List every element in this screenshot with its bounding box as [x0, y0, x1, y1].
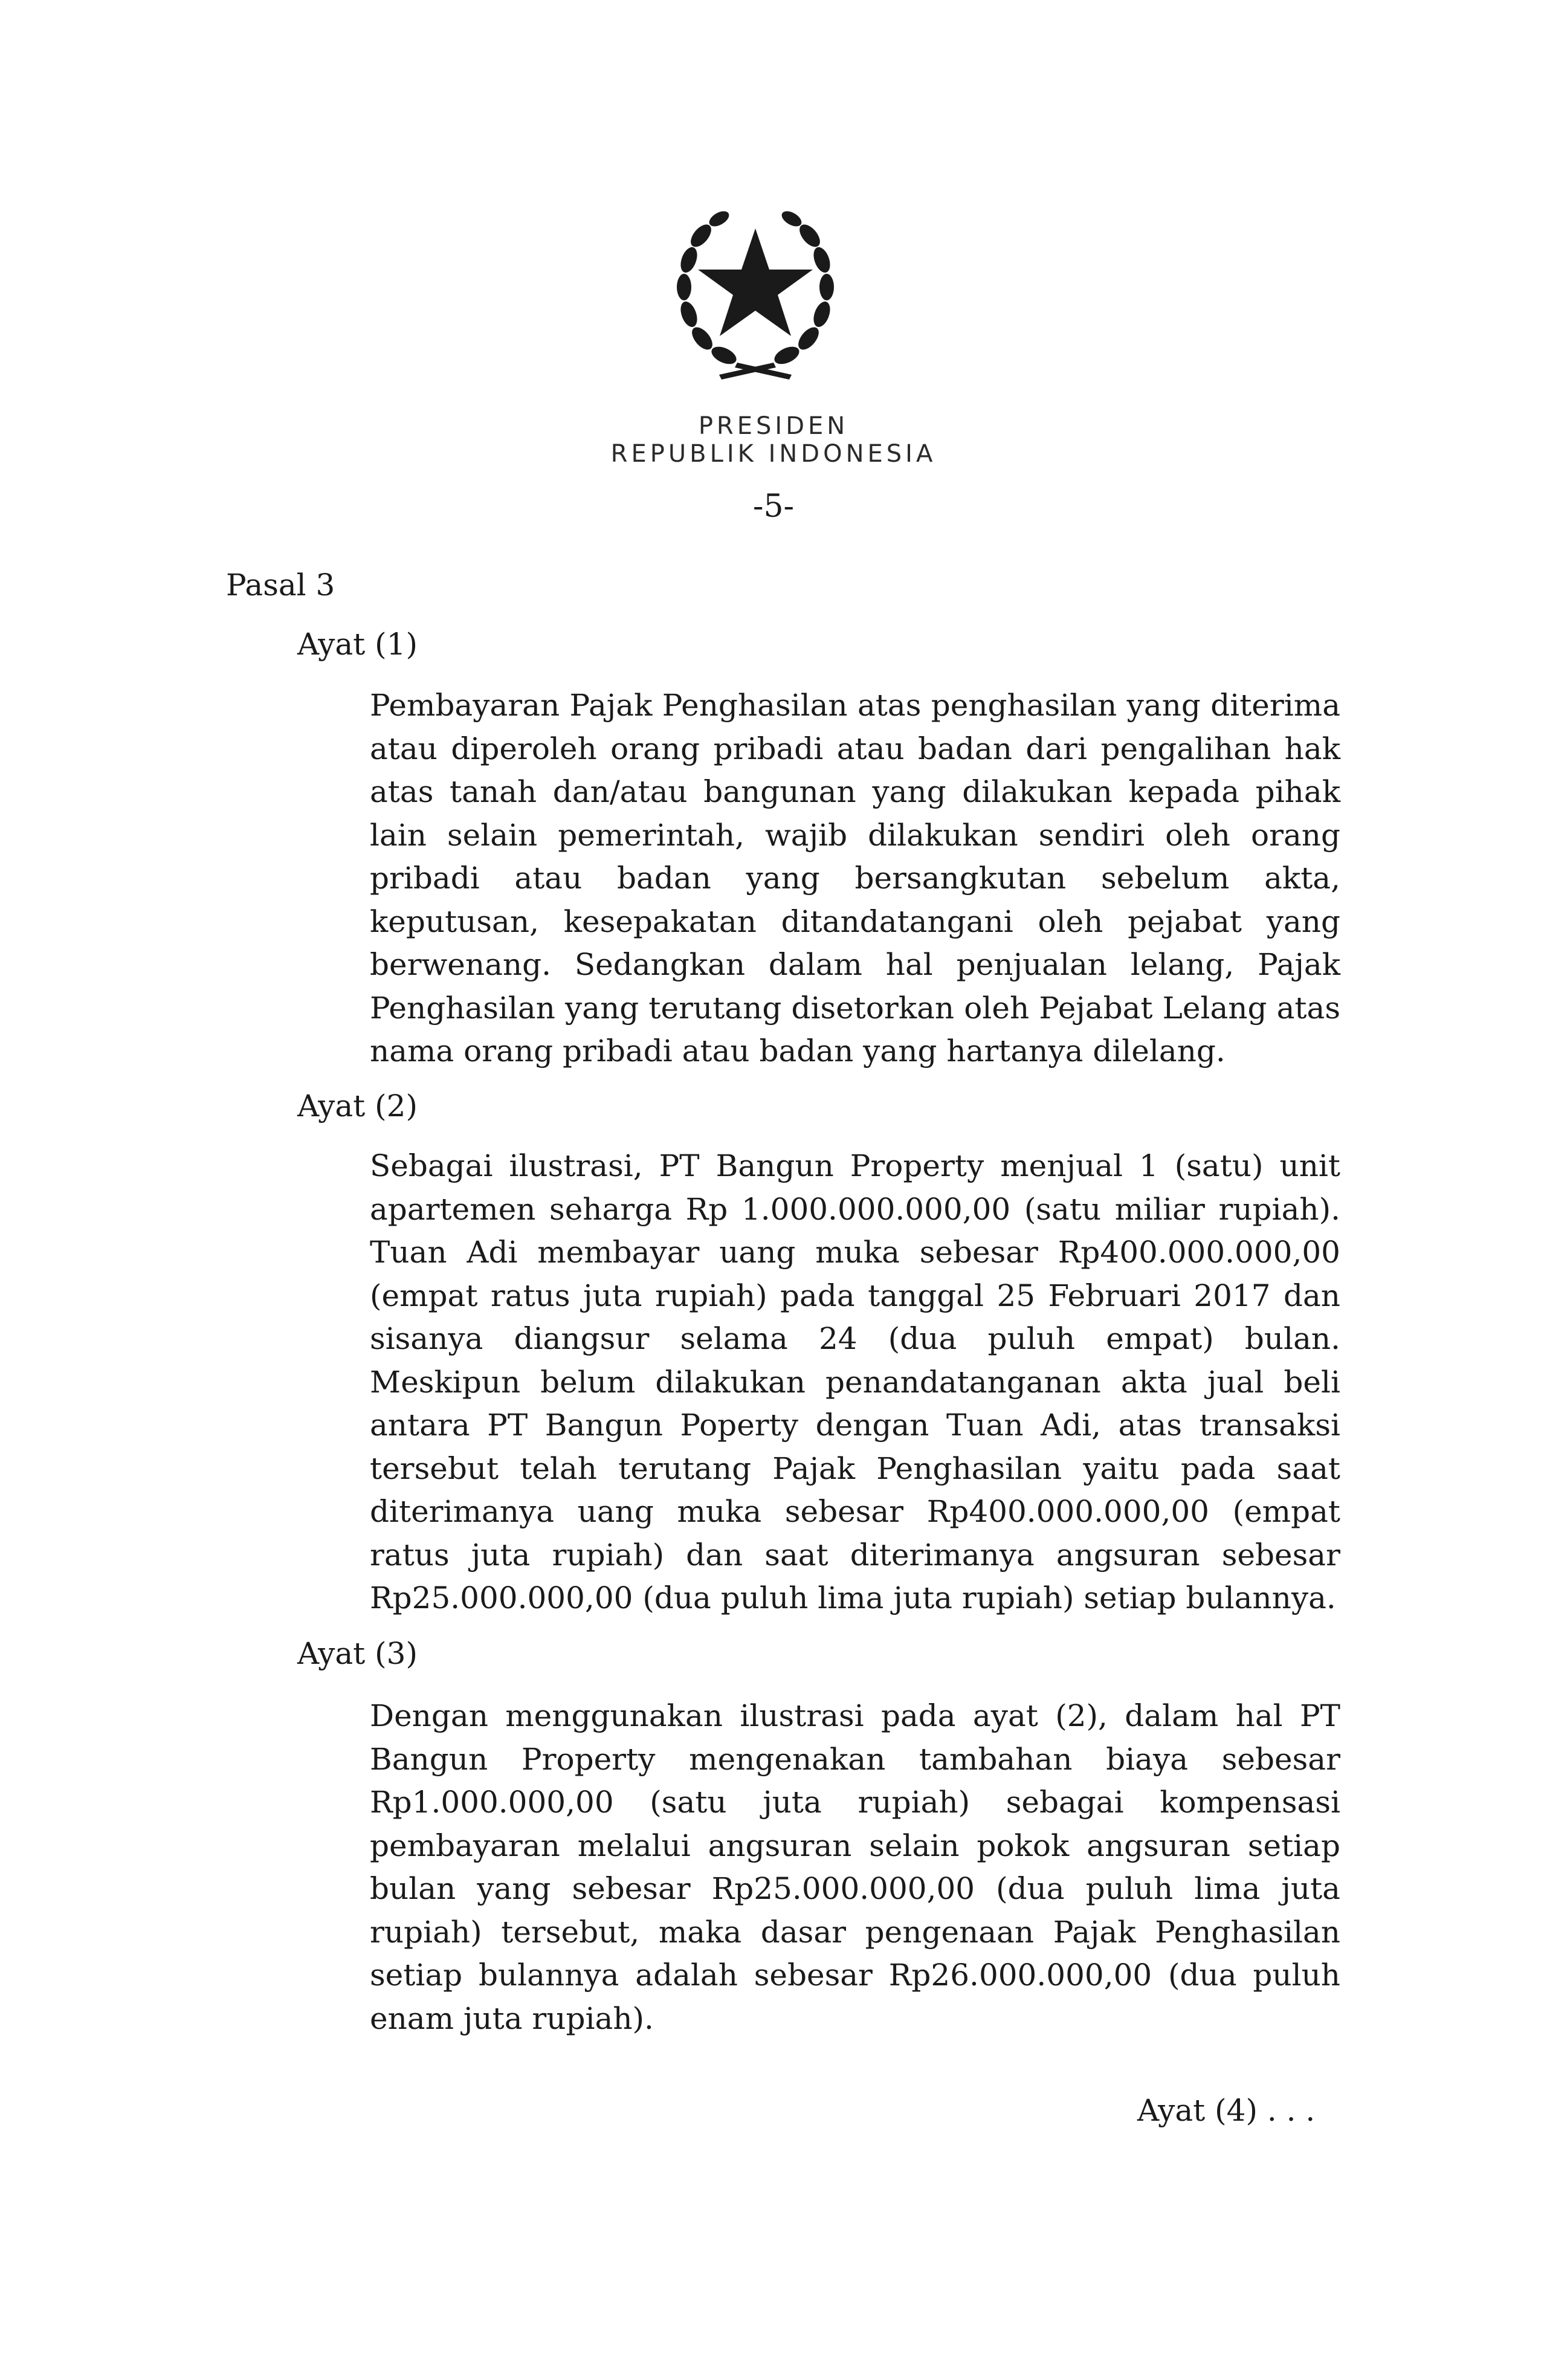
ayat-2-paragraph: Sebagai ilustrasi, PT Bangun Property menjual 1 (satu) unit apartemen seharga Rp 1.000.000.000,00 (satu miliar rupiah). Tuan Adi membayar uang muka sebesar Rp400.000.000,00 (empat ratus juta rupiah) pada tanggal 25 Februari 2017 dan sisanya diangsur selama 24 (dua puluh empat) bulan. Meskipun belum dilakukan penandatanganan akta jual beli antara PT Bangun Poperty dengan Tuan Adi, atas transaksi tersebut telah terutang Pajak Penghasilan yaitu pada saat diterimanya uang muka sebesar Rp400.000.000,00 (empat ratus juta rupiah) dan saat diterimanya angsuran sebesar Rp25.000.000,00 (dua puluh lima juta rupiah) setiap bulannya. [370, 1148, 1340, 1615]
header-republik-indonesia: REPUBLIK INDONESIA [610, 440, 937, 468]
page-number: -5- [752, 488, 795, 525]
ayat-2-heading: Ayat (2) [297, 1088, 418, 1124]
next-page-reference: Ayat (4) . . . [1137, 2093, 1316, 2128]
ayat-3-heading: Ayat (3) [297, 1636, 418, 1671]
ayat-1-paragraph: Pembayaran Pajak Penghasilan atas penghasilan yang diterima atau diperoleh orang pribadi atau badan dari pengalihan hak atas tanah dan/atau bangunan yang dilakukan kepada pihak lain selain pemerintah, wajib dilakukan sendiri oleh orang pribadi atau badan yang bersangkutan sebelum akta, keputusan, kesepakatan ditandatangani oleh pejabat yang berwenang. Sedangkan dalam hal penjualan lelang, Pajak Penghasilan yang terutang disetorkan oleh Pejabat Lelang atas nama orang pribadi atau badan yang hartanya dilelang. [370, 688, 1340, 1069]
ayat-3-paragraph: Dengan menggunakan ilustrasi pada ayat (2), dalam hal PT Bangun Property mengenakan tambahan biaya sebesar Rp1.000.000,00 (satu juta rupiah) sebagai kompensasi pembayaran melalui angsuran selain pokok angsuran setiap bulan yang sebesar Rp25.000.000,00 (dua puluh lima juta rupiah) tersebut, maka dasar pengenaan Pajak Penghasilan setiap bulannya adalah sebesar Rp26.000.000,00 (dua puluh enam juta rupiah). [370, 1698, 1340, 2036]
presidential-emblem-icon [653, 181, 858, 387]
header-presiden: PRESIDEN [698, 412, 849, 440]
pasal-heading: Pasal 3 [226, 568, 335, 603]
ayat-1-heading: Ayat (1) [297, 627, 418, 662]
